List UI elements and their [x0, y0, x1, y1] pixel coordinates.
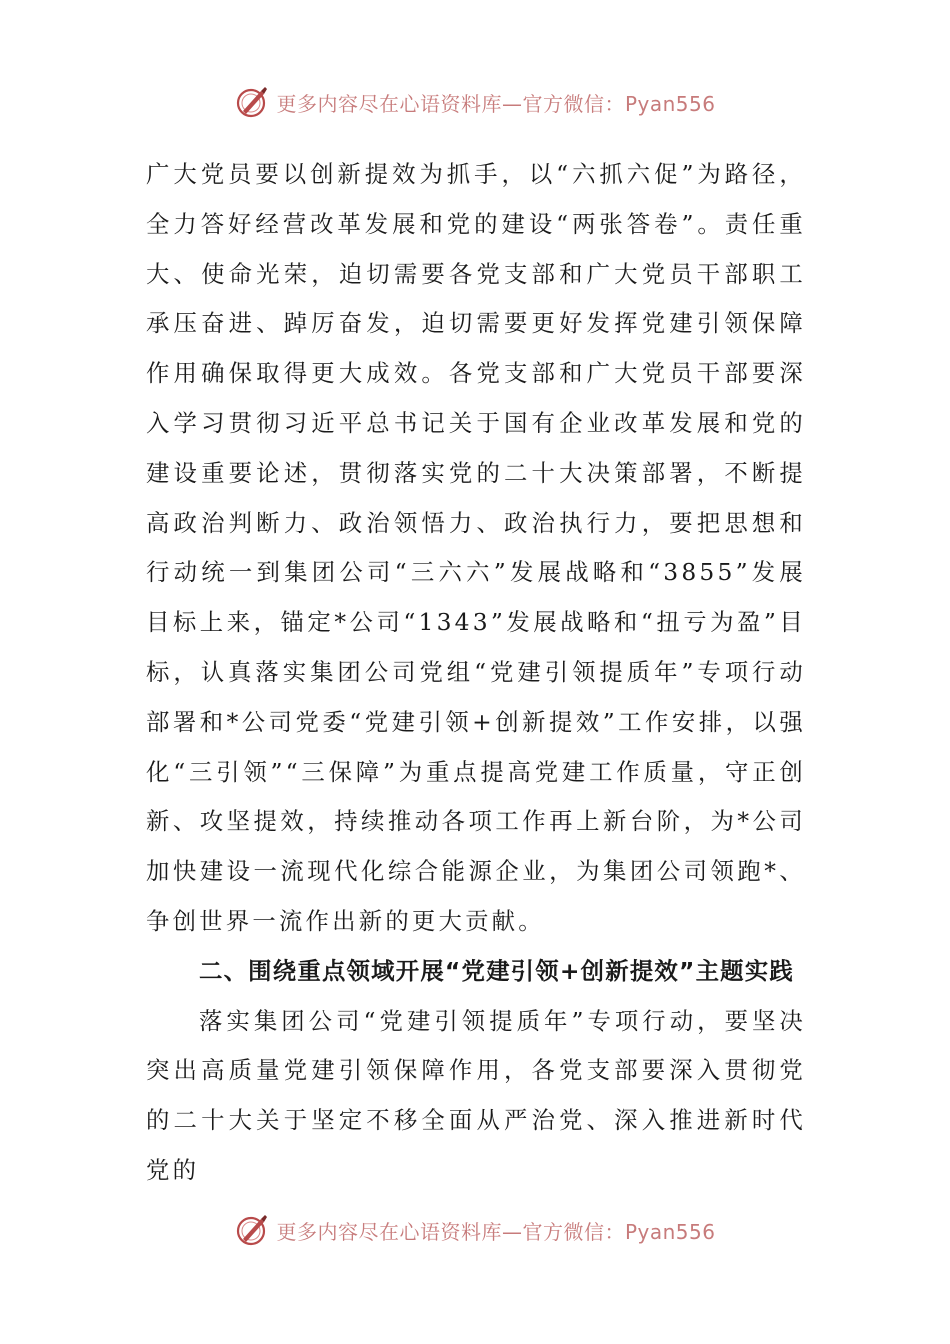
document-body — [146, 150, 806, 1196]
footer-watermark-banner — [0, 1210, 950, 1250]
header-watermark-text: 更多内容尽在心语资料库—官方微信：Pyan556 — [276, 91, 716, 116]
body-paragraph: 广大党员要以创新提效为抓手，以“六抓六促”为路径，全力答好经营改革发展和党的建设“两张答卷”。责任重大、使命光荣，迫切需要各党支部和广大党员干部职工承压奋进、踔厉奋发，迫切需要更好发挥党建引领保障作用确保取得更大成效。各党支部和广大党员干部要深入学习贯彻习近平总书记关于国有企业改革发展和党的建设重要论述，贯彻落实党的二十大决策部署，不断提高政治判断力、政治领悟力、政治执行力，要把思想和行动统一到集团公司“三六六”发展战略和“3855”发展目标上来，锚定*公司“1343”发展战略和“扭亏为盈”目标，认真落实集团公司党组“党建引领提质年”专项行动部署和*公司党委“党建引领+创新提效”工作安排，以强化“三引领”“三保障”为重点提高党建工作质量，守正创新、攻坚提效，持续推动各项工作再上新台阶，为*公司加快建设一流现代化综合能源企业，为集团公司领跑*、争创世界一流作出新的更大贡献。 — [146, 160, 806, 935]
pen-circle-logo-icon — [234, 84, 270, 120]
section-heading: 二、围绕重点领域开展“党建引领+创新提效”主题实践 — [199, 956, 794, 985]
footer-watermark-text: 更多内容尽在心语资料库—官方微信：Pyan556 — [276, 1219, 716, 1244]
header-watermark-banner — [0, 82, 950, 122]
pen-circle-logo-icon — [234, 1212, 270, 1248]
body-paragraph: 落实集团公司“党建引领提质年”专项行动，要坚决突出高质量党建引领保障作用，各党支部要深入贯彻党的二十大关于坚定不移全面从严治党、深入推进新时代党的 — [146, 1006, 806, 1184]
